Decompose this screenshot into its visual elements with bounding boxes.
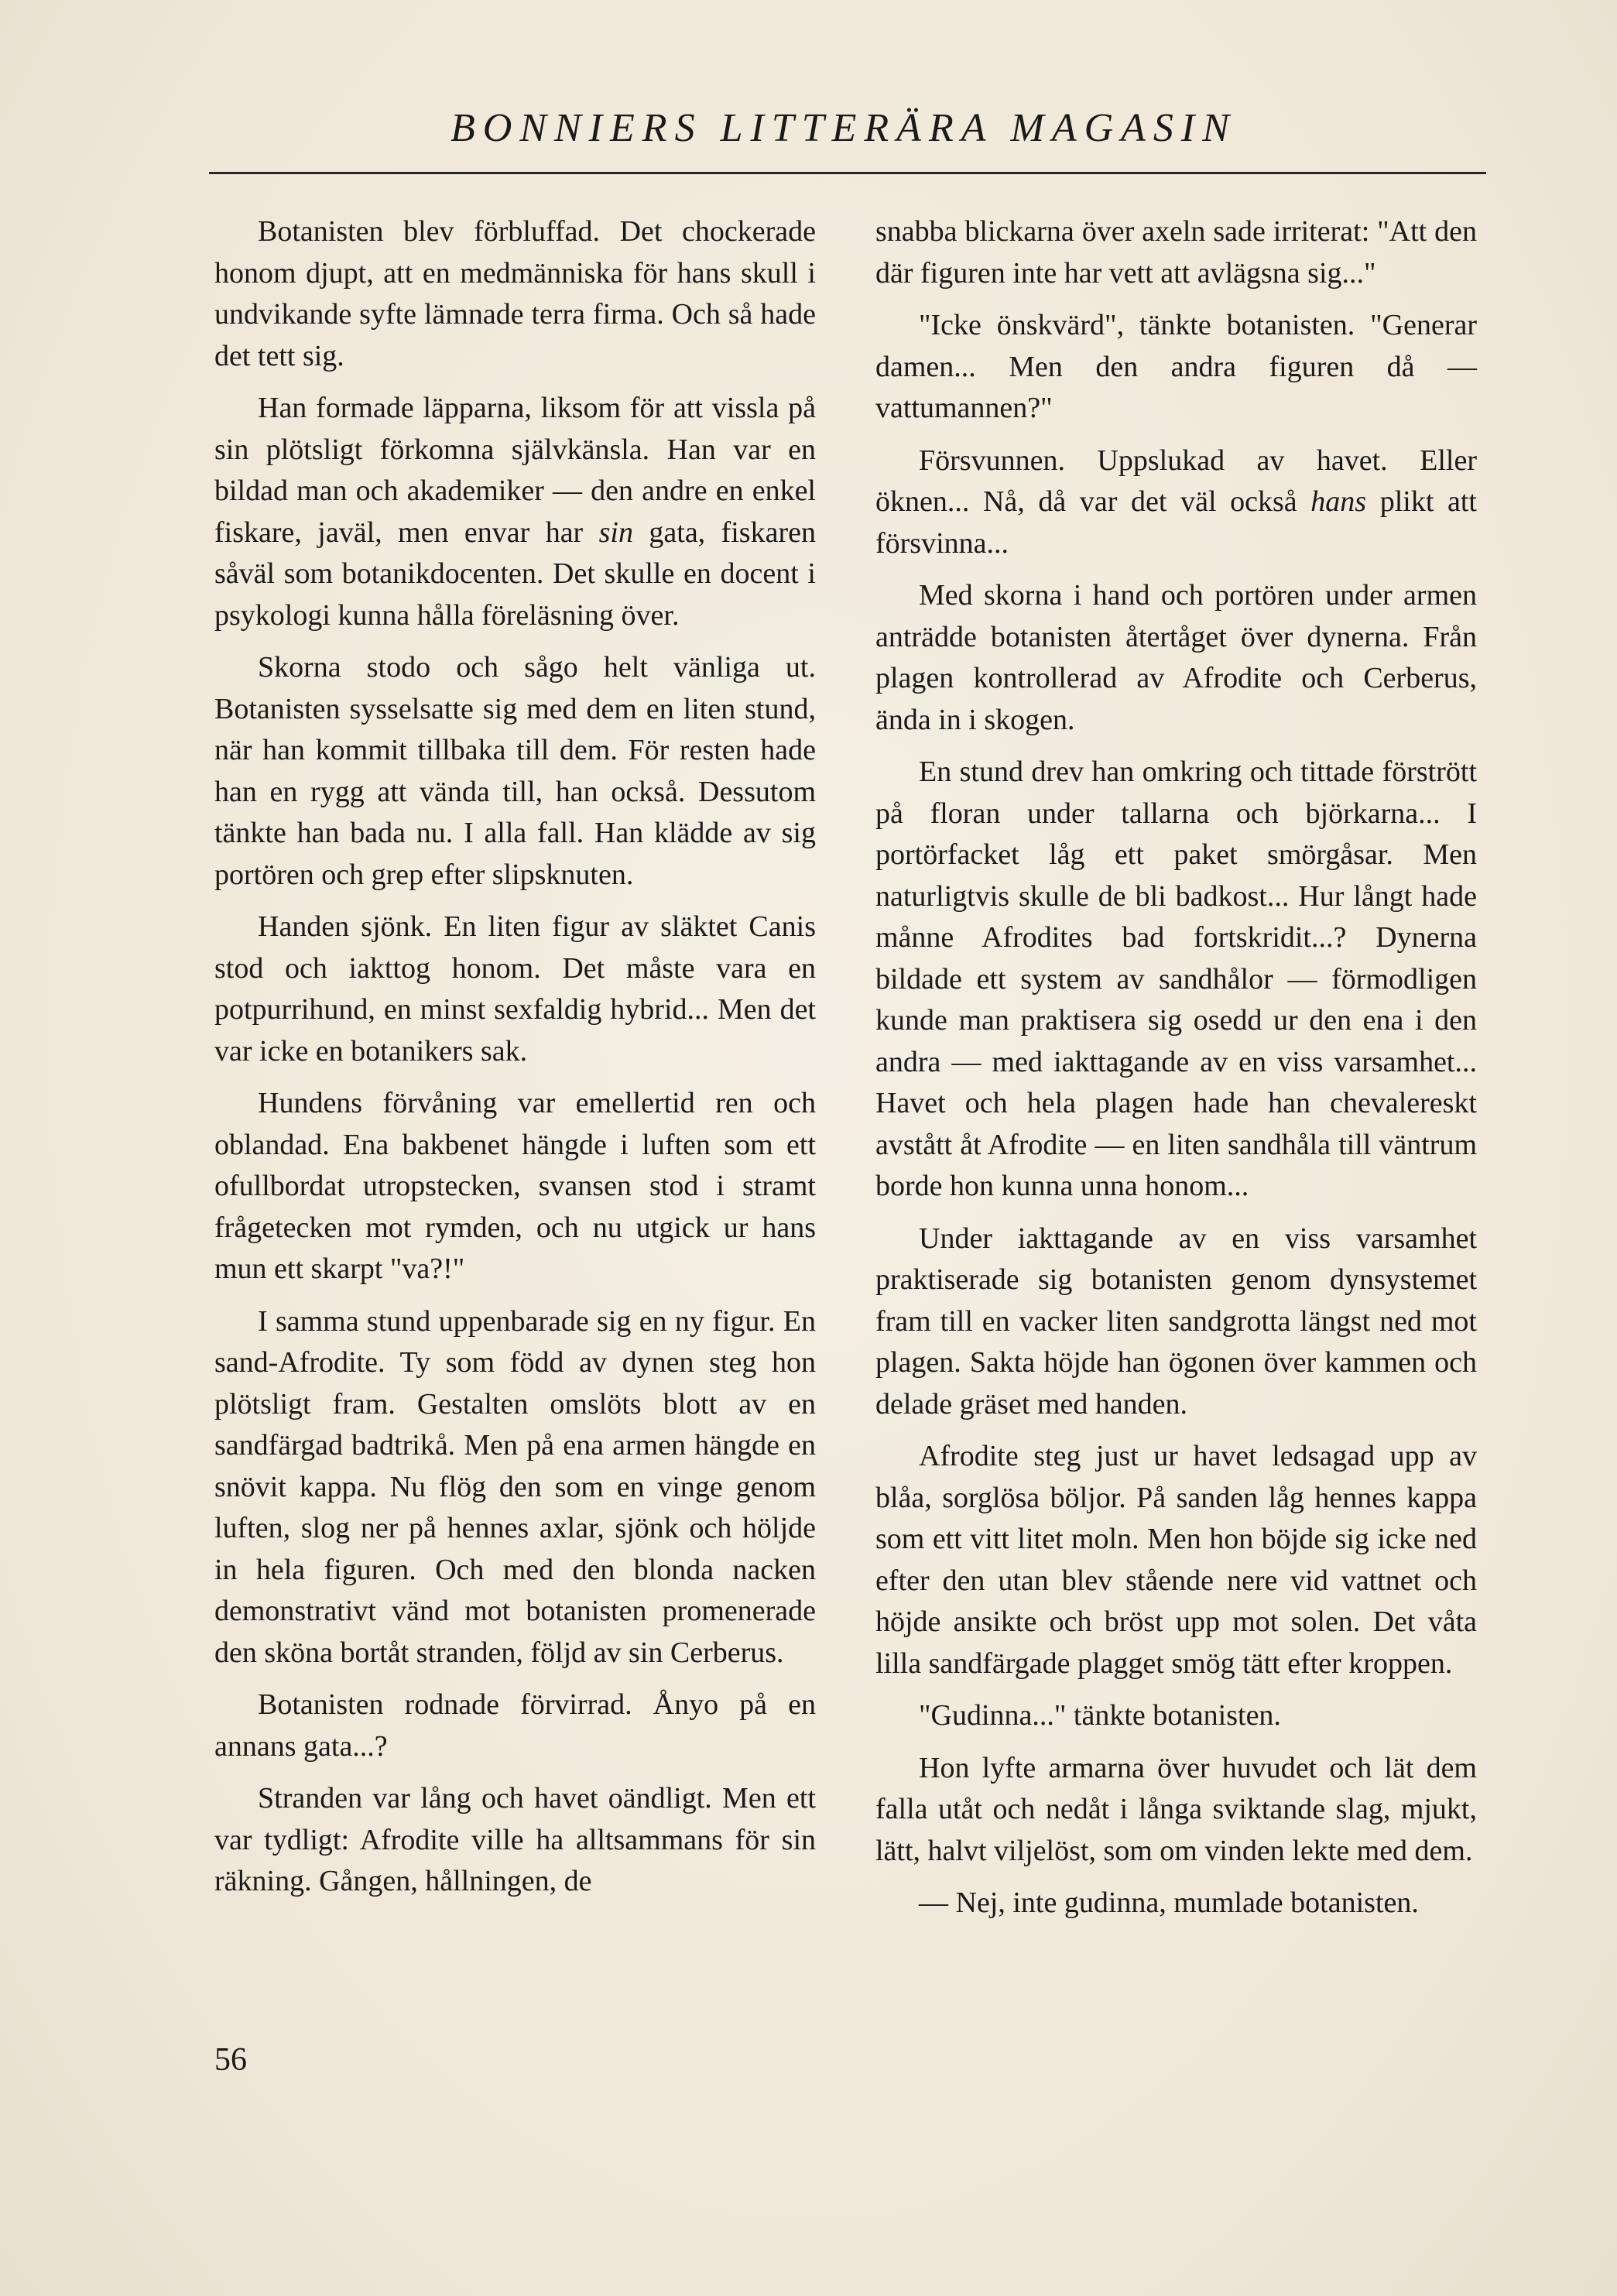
paragraph: "Icke önskvärd", tänkte botanisten. "Generar damen... Men den andra figuren då — vattumannen?" — [875, 309, 1477, 424]
paragraph: Under iakttagande av en viss varsamhet praktiserade sig botanisten genom dynsystemet fram till en vacker liten sandgrotta längst ned mot plagen. Sakta höjde han ögonen över kammen och delade gräset med handen. — [875, 1222, 1477, 1420]
paragraph: Hon lyfte armarna över huvudet och lät dem falla utåt och nedåt i långa sviktande slag, mjukt, lätt, halvt viljelöst, som om vinden lekte med dem. — [875, 1751, 1477, 1867]
right-column — [875, 211, 1477, 1935]
paragraph: Botanisten rodnade förvirrad. Ånyo på en annans gata...? — [214, 1688, 816, 1763]
paragraph: Botanisten blev förbluffad. Det chockerade honom djupt, att en medmänniska för hans skull i undvikande syfte lämnade terra firma. Och så hade det tett sig. — [214, 215, 816, 372]
paragraph: Han formade läpparna, liksom för att vissla på sin plötsligt förkomna självkänsla. Han var en bildad man och akademiker — den andre en enkel fiskare, javäl, men envar har sin gata, fiskaren såväl som botanikdocenten. Det skulle en docent i psykologi kunna hålla föreläsning över. — [214, 392, 816, 632]
paragraph: snabba blickarna över axeln sade irriterat: "Att den där figuren inte har vett att avlägsna sig..." — [875, 215, 1477, 290]
paragraph: Afrodite steg just ur havet ledsagad upp av blåa, sorglösa böljor. På sanden låg hennes kappa som ett vitt litet moln. Men hon böjde sig icke ned efter den utan blev stående nere vid vattnet och höjde ansikte och bröst upp mot solen. Det våta lilla sandfärgade plagget smög tätt efter kroppen. — [875, 1440, 1477, 1680]
paragraph: Försvunnen. Uppslukad av havet. Eller öknen... Nå, då var det väl också hans plikt att försvinna... — [875, 444, 1477, 560]
italic-word: hans — [1310, 485, 1367, 518]
page-number: 56 — [214, 2042, 247, 2078]
paragraph: I samma stund uppenbarade sig en ny figur. En sand-Afrodite. Ty som född av dynen steg hon plötsligt fram. Gestalten omslöts blott av en sandfärgad badtrikå. Men på ena armen hängde en snövit kappa. Nu flög den som en vinge genom luften, slog ner på hennes axlar, sjönk och höljde in hela figuren. Och med den blonda nacken demonstrativt vänd mot botanisten promenerade den sköna bortåt stranden, följd av sin Cerberus. — [214, 1304, 816, 1669]
paragraph: "Gudinna..." tänkte botanisten. — [919, 1699, 1281, 1732]
paragraph: Hundens förvåning var emellertid ren och oblandad. Ena bakbenet hängde i luften som ett ofullbordat utropstecken, svansen stod i stramt frågetecken mot rymden, och nu utgick ur hans mun ett skarpt "va?!" — [214, 1087, 816, 1285]
italic-word: sin — [598, 516, 633, 549]
paragraph: En stund drev han omkring och tittade förstrött på floran under tallarna och björkarna... I portörfacket låg ett paket smörgåsar. Men naturligtvis skulle de bli badkost... Hur långt hade månne Afrodites bad fortskridit...? Dynerna bildade ett system av sandhålor — förmodligen kunde man praktisera sig osedd ur den ena i den andra — med iakttagande av en viss varsamhet... Havet och hela plagen hade han chevalereskt avstått åt Afrodite — en liten sandhåla till väntrum borde hon kunna unna honom... — [875, 756, 1477, 1202]
header-rule — [209, 172, 1486, 174]
left-column — [214, 211, 816, 1914]
paragraph: Stranden var lång och havet oändligt. Men ett var tydligt: Afrodite ville ha alltsammans för sin räkning. Gången, hållningen, de — [214, 1782, 816, 1897]
paragraph: — Nej, inte gudinna, mumlade botanisten. — [919, 1886, 1419, 1919]
paragraph: Skorna stodo och sågo helt vänliga ut. Botanisten sysselsatte sig med dem en liten stund, när han kommit tillbaka till dem. För resten hade han en rygg att vända till, han också. Dessutom tänkte han bada nu. I alla fall. Han klädde av sig portören och grep efter slipsknuten. — [214, 651, 816, 891]
running-head: BONNIERS LITTERÄRA MAGASIN — [450, 106, 1237, 150]
paragraph: Handen sjönk. En liten figur av släktet Canis stod och iakttog honom. Det måste vara en potpurrihund, en minst sexfaldig hybrid... Men det var icke en botanikers sak. — [214, 910, 816, 1067]
paragraph: Med skorna i hand och portören under armen anträdde botanisten återtåget över dynerna. Från plagen kontrollerad av Afrodite och Cerberus, ända in i skogen. — [875, 579, 1477, 736]
